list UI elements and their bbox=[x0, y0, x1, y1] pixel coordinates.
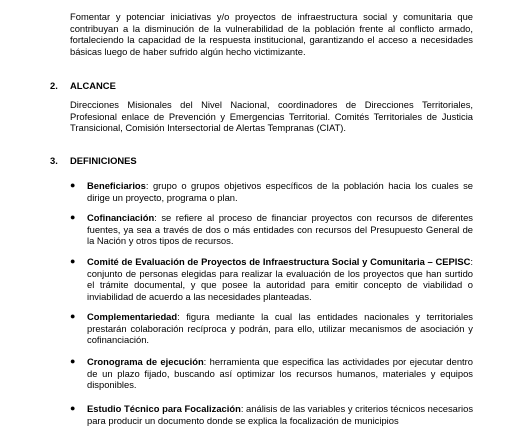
definition-item-complementariedad bbox=[70, 311, 473, 346]
definition-item-cronograma bbox=[70, 356, 473, 391]
definition-term: Estudio Técnico para Focalización bbox=[87, 403, 241, 414]
bullet-icon: ● bbox=[70, 403, 76, 413]
definition-text: : conjunto de personas elegidas para realizar la evaluación de los proyectos que han surtido el trámite documental, y que posee la autoridad para emitir concepto de viabilidad o inviabilidad de acuerdo a las necesidades planteadas. bbox=[87, 256, 473, 302]
definition-text: : se refiere al proceso de financiar proyectos con recursos de diferentes fuentes, ya sea a través de dos o más entidades con recursos del Presupuesto General de la Nación y otros tipos de recursos. bbox=[87, 212, 473, 247]
section-number: 3. bbox=[50, 155, 58, 166]
bullet-icon: ● bbox=[70, 311, 76, 321]
intro-paragraph: Fomentar y potenciar iniciativas y/o proyectos de infraestructura social y comunitaria que contribuyan a la disminución de la vulnerabilidad de la población frente al conflicto armado, fortaleciendo la capacidad de la respuesta institucional, garantizando el acceso a necesidades básicas luego de haber sufrido algún hecho victimizante. bbox=[70, 11, 473, 57]
definition-term: Cofinanciación bbox=[87, 212, 155, 223]
definition-text: : grupo o grupos objetivos específicos de la población hacia los cuales se dirige un proyecto, programa o plan. bbox=[87, 180, 473, 203]
definition-term: Beneficiarios bbox=[87, 180, 146, 191]
bullet-icon: ● bbox=[70, 212, 76, 222]
section-heading-alcance bbox=[50, 80, 116, 92]
bullet-icon: ● bbox=[70, 180, 76, 190]
bullet-icon: ● bbox=[70, 356, 76, 366]
definition-item-beneficiarios bbox=[70, 180, 473, 203]
definition-term: Cronograma de ejecución bbox=[87, 356, 204, 367]
definition-item-estudio-tecnico bbox=[70, 403, 474, 426]
definition-text: : herramienta que especifica las actividades por ejecutar dentro de un plazo fijado, buscando así optimizar los recursos humanos, materiales y equipos disponibles. bbox=[87, 356, 473, 391]
definition-term: Comité de Evaluación de Proyectos de Infraestructura Social y Comunitaria – CEPISC bbox=[87, 256, 471, 267]
section-title: ALCANCE bbox=[70, 80, 116, 91]
definition-text: : figura mediante la cual las entidades nacionales y territoriales prestarán colaboración recíproca y podrán, para ello, utilizar mecanismos de asociación y cofinanciación. bbox=[87, 311, 473, 346]
section-number: 2. bbox=[50, 80, 58, 91]
definition-item-cepisc bbox=[70, 256, 473, 302]
section-title: DEFINICIONES bbox=[70, 155, 137, 166]
bullet-icon: ● bbox=[70, 256, 76, 266]
definition-term: Complementariedad bbox=[87, 311, 178, 322]
section-heading-definiciones bbox=[50, 155, 137, 167]
alcance-paragraph: Direcciones Misionales del Nivel Nacional, coordinadores de Direcciones Territoriales, Profesional enlace de Prevención y Emergencias Territorial. Comités Territoriales de Justicia Transicional, Comisión Intersectorial de Alertas Tempranas (CIAT). bbox=[70, 99, 473, 134]
definition-item-cofinanciacion bbox=[70, 212, 473, 247]
definition-text: : análisis de las variables y criterios técnicos necesarios para producir un documento donde se explica la focalización de municipios bbox=[87, 403, 474, 426]
